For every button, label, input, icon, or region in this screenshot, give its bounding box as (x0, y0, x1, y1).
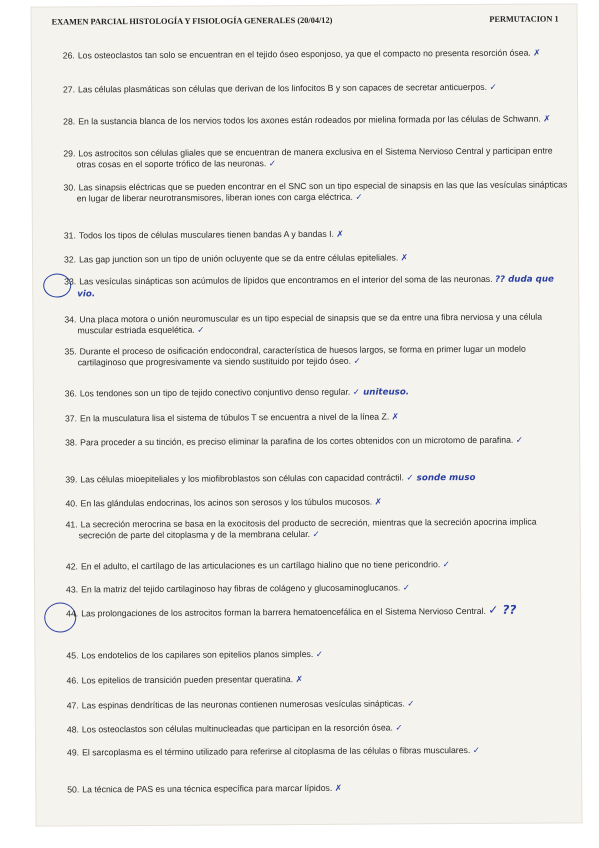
question-number: 27. (62, 84, 76, 95)
question-text: Todos los tipos de células musculares tienen bandas A y bandas I. (78, 228, 334, 241)
question-45 (66, 647, 570, 662)
question-number: 48. (66, 724, 79, 735)
question-text: Las prolongaciones de los astrocitos forman la barrera hematoencefálica en el Sistema Nervioso Central. (81, 605, 486, 619)
question-text: El sarcoplasma es el término utilizado para referirse al citoplasma de las células o fibras musculares. (82, 745, 471, 758)
answer-mark: ✗ (334, 783, 343, 794)
answer-mark: ✗ (400, 253, 409, 264)
question-30 (63, 179, 568, 205)
question-number: 47. (66, 700, 79, 711)
question-text: Las sinapsis eléctricas que se pueden encontrar en el SNC son un tipo especial de sinapsis en las que las vesículas sinápticas en lugar de liberar neurotransmisores, liberan iones con carga eléctrica. (76, 179, 568, 204)
question-number: 35. (64, 346, 77, 357)
question-47 (66, 697, 571, 712)
permutation-label: PERMUTACION 1 (489, 14, 559, 24)
exam-sheet (32, 4, 582, 825)
answer-mark: ✓ (268, 159, 276, 170)
answer-mark: ✗ (336, 229, 344, 240)
question-number: 34. (64, 314, 77, 325)
question-40 (65, 495, 570, 510)
answer-mark: ✗ (533, 48, 541, 59)
question-text: Los osteoclastos tan solo se encuentran en el tejido óseo esponjoso, ya que el compacto no presenta resorción ósea. (77, 47, 531, 61)
question-number: 33. (64, 276, 77, 287)
answer-mark: ✓ sonde muso (406, 472, 476, 484)
answer-mark: ?? duda que vio. (77, 274, 554, 300)
question-number: 45. (66, 650, 79, 661)
question-number: 44. (66, 608, 79, 619)
answer-mark: ✓ (515, 435, 524, 446)
answer-mark: ✓ (315, 649, 324, 660)
question-37 (64, 410, 569, 425)
question-text: Las células mioepiteliales y los miofibroblastos son células con capacidad contráctil. (80, 472, 404, 485)
question-38 (65, 434, 569, 449)
question-33 (64, 273, 568, 300)
question-text: Una placa motora o unión neuromuscular es un tipo especial de sinapsis que se da entre una fibra nerviosa y una célula muscular estriada esquelética. (77, 311, 543, 336)
question-49 (66, 744, 571, 759)
question-text: Los osteoclastos son células multinucleadas que participan en la resorción ósea. (81, 722, 393, 735)
answer-mark: ✓ (442, 560, 450, 571)
question-number: 42. (65, 561, 78, 572)
question-number: 26. (62, 50, 75, 61)
answer-mark: ✓ (407, 699, 415, 710)
question-number: 40. (65, 498, 78, 509)
question-number: 49. (66, 747, 80, 758)
question-43 (65, 581, 570, 596)
question-32 (63, 251, 568, 266)
question-text: Las espinas dendríticas de las neuronas contienen numerosas vesículas sinápticas. (81, 698, 405, 711)
answer-mark: ✓ (402, 583, 411, 594)
question-number: 43. (65, 584, 79, 595)
answer-mark: ✗ (374, 497, 382, 508)
question-41 (65, 516, 570, 542)
question-35 (64, 343, 569, 369)
question-text: En la musculatura lisa el sistema de túbulos T se encuentra a nivel de la línea Z. (79, 411, 390, 424)
question-number: 46. (66, 675, 79, 686)
question-number: 39. (65, 474, 78, 485)
question-28 (63, 113, 567, 128)
answer-mark: ✗ (543, 114, 551, 125)
question-number: 30. (63, 182, 76, 193)
question-text: Las células plasmáticas son células que derivan de los linfocitos B y son capaces de secretar anticuerpos. (77, 81, 488, 95)
question-number: 37. (64, 413, 78, 424)
question-48 (66, 721, 571, 736)
answer-mark: ✓ (472, 745, 481, 756)
question-26 (62, 47, 567, 62)
answer-mark: ✓ ?? (488, 602, 517, 617)
exam-title: EXAMEN PARCIAL HISTOLOGÍA Y FISIOLOGÍA GENERALES (20/04/12) (51, 15, 333, 27)
answer-mark: ✓ (312, 529, 320, 540)
question-46 (66, 672, 571, 687)
question-text: Durante el proceso de osificación endocondral, característica de huesos largos, se forma en primer lugar un modelo cartilaginoso que progresivamente va siendo sustituido por tejido óseo. (77, 343, 526, 368)
question-text: Los astrocitos son células gliales que se encuentran de manera exclusiva en el Sistema Nervioso Central y participan entre otras cosas en el soporte trófico de las neuronas. (76, 145, 553, 170)
question-text: Los tendones son un tipo de tejido conectivo conjuntivo denso regular. (79, 386, 351, 399)
question-text: En el adulto, el cartílago de las articulaciones es un cartílago hialino que no tiene pericondrio. (80, 559, 441, 572)
question-number: 41. (65, 519, 78, 530)
question-text: La técnica de PAS es una técnica específica para marcar lípidos. (82, 782, 333, 795)
answer-mark: ✓ (353, 356, 361, 367)
answer-mark: ✓ (489, 82, 497, 93)
question-text: En las glándulas endocrinas, los acinos son serosos y los túbulos mucosos. (80, 496, 373, 509)
question-number: 50. (67, 784, 80, 795)
answer-mark: ✗ (295, 675, 303, 686)
question-number: 31. (63, 230, 76, 241)
question-number: 32. (63, 254, 77, 265)
question-text: Las gap junction son un tipo de unión ocluyente que se da entre células epiteliales. (79, 252, 399, 265)
question-39 (65, 471, 569, 486)
question-text: Para proceder a su tinción, es preciso eliminar la parafina de los cortes obtenidos con un microtomo de parafina. (80, 434, 514, 448)
question-text: Los epitelios de transición pueden presentar queratina. (81, 674, 294, 686)
question-text: En la sustancia blanca de los nervios todos los axones están rodeados por mielina formada por las células de Schwann. (78, 113, 541, 127)
answer-mark: ✓ uniteuso. (352, 387, 410, 398)
exam-header (52, 14, 559, 26)
answer-mark: ✗ (391, 412, 399, 423)
question-34 (64, 311, 568, 337)
question-29 (63, 145, 567, 171)
question-36 (64, 385, 569, 400)
question-number: 38. (65, 437, 78, 448)
question-50 (67, 781, 571, 796)
question-text: La secreción merocrina se basa en la exocitosis del producto de secreción, mientras que la secreción apocrina implica secreción de parte del citoplasma y de la membrana celular. (78, 516, 537, 541)
question-number: 28. (63, 116, 76, 127)
question-44 (66, 602, 570, 619)
question-number: 36. (64, 388, 77, 399)
question-text: Los endotelios de los capilares son epitelios planos simples. (81, 648, 314, 661)
answer-mark: ✓ (355, 192, 363, 203)
question-27 (62, 81, 567, 96)
answer-mark: ✓ (197, 325, 205, 336)
question-text: En la matriz del tejido cartilaginoso hay fibras de colágeno y glucosaminoglucanos. (81, 582, 401, 595)
question-31 (63, 227, 568, 242)
question-42 (65, 558, 570, 573)
answer-mark: ✓ (395, 723, 403, 734)
question-text: Las vesículas sinápticas son acúmulos de lípidos que encontramos en el interior del soma de las neuronas. (79, 273, 493, 287)
question-number: 29. (63, 148, 76, 159)
